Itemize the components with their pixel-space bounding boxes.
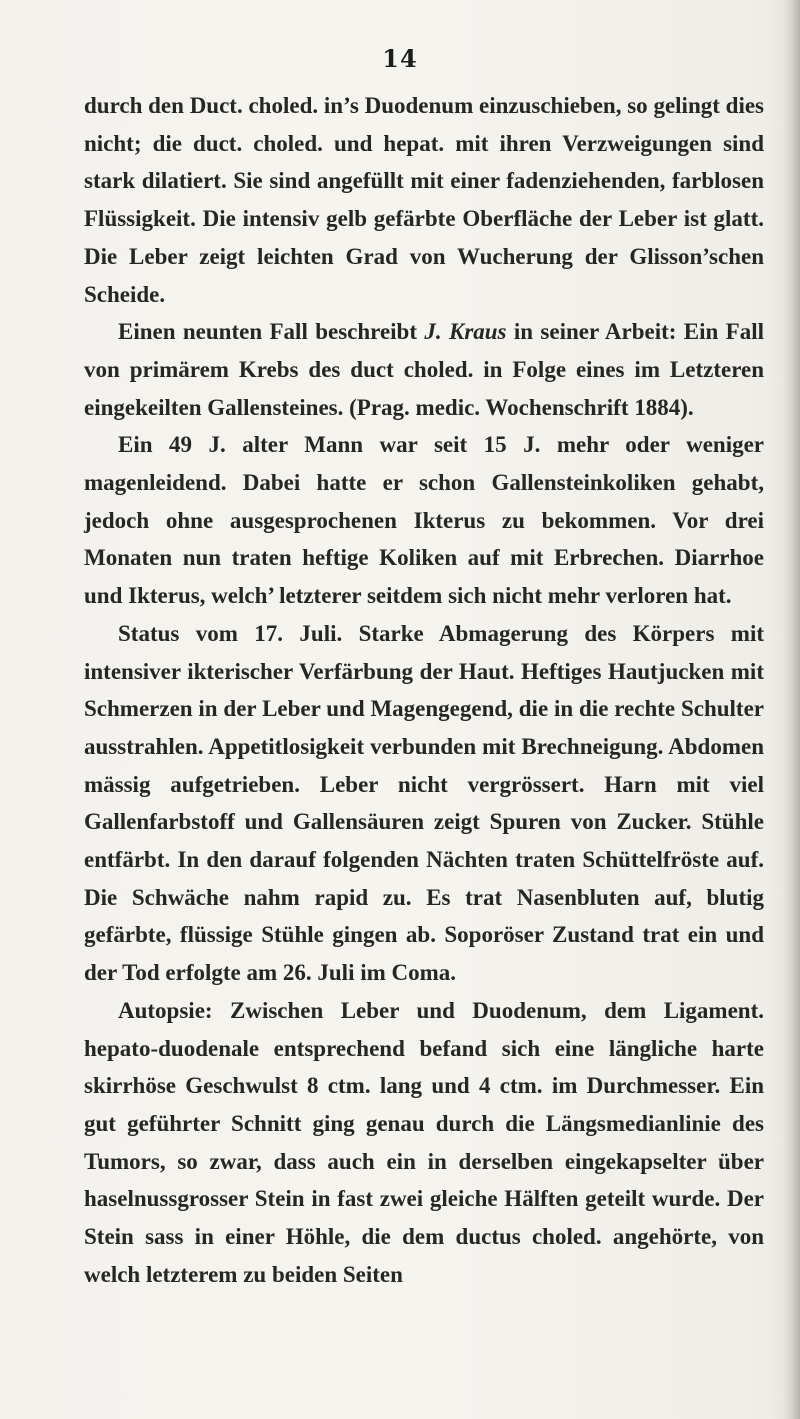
paragraph: Ein 49 J. alter Mann war seit 15 J. mehr oder weniger magenleidend. Dabei hatte er schon Gallensteinkoliken gehabt, jedoch ohne ausgesprochenen Ikterus zu bekommen. Vor drei Monaten nun traten heftige Koliken auf mit Erbrechen. Diarrhoe und Ikterus, welch’ letzterer seitdem sich nicht mehr verloren hat. xyxy=(84,432,764,609)
page-edge-shadow xyxy=(782,0,800,1419)
paragraph: Autopsie: Zwischen Leber und Duodenum, dem Ligament. hepato-duodenale entsprechend befand sich eine längliche harte skirrhöse Geschwulst 8 ctm. lang und 4 ctm. im Durchmesser. Ein gut geführter Schnitt ging genau durch die Längsmedianlinie des Tumors, so zwar, dass auch ein in derselben eingekapselter über haselnussgrosser Stein in fast zwei gleiche Hälften geteilt wurde. Der Stein sass in einer Höhle, die dem ductus choled. angehörte, von welch letzterem zu beiden Seiten xyxy=(84,997,764,1287)
paragraph: Status vom 17. Juli. Starke Abmagerung des Körpers mit intensiver ikterischer Verfärbung der Haut. Heftiges Hautjucken mit Schmerzen in der Leber und Magengegend, die in die rechte Schulter ausstrahlen. Appetitlosigkeit verbunden mit Brechneigung. Abdomen mässig aufgetrieben. Leber nicht vergrössert. Harn mit viel Gallenfarbstoff und Gallensäuren zeigt Spuren von Zucker. Stühle entfärbt. In den darauf folgenden Nächten traten Schüttelfröste auf. Die Schwäche nahm rapid zu. Es trat Nasenbluten auf, blutig gefärbte, flüssige Stühle gingen ab. Soporöser Zustand trat ein und der Tod erfolgte am 26. Juli im Coma. xyxy=(84,620,764,986)
paragraph-text: Einen neunten Fall beschreibt xyxy=(118,319,425,345)
paragraph xyxy=(84,313,764,426)
body-text xyxy=(84,87,764,1294)
paragraph: durch den Duct. choled. in’s Duodenum einzuschieben, so gelingt dies nicht; die duct. choled. und hepat. mit ihren Verzweigungen sind stark dilatiert. Sie sind angefüllt mit einer fadenziehenden, farblosen Flüssigkeit. Die intensiv gelb gefärbte Oberfläche der Leber ist glatt. Die Leber zeigt leichten Grad von Wucherung der Glisson’schen Scheide. xyxy=(84,93,764,307)
paragraph-text: in seiner Arbeit: Ein Fall von primärem Krebs des duct choled. in Folge eines im Letzteren eingekeilten Gallensteines. (Prag. medic. Wochenschrift 1884). xyxy=(84,319,764,420)
author-name: J. Kraus xyxy=(424,319,507,345)
page-number: 14 xyxy=(382,44,418,73)
